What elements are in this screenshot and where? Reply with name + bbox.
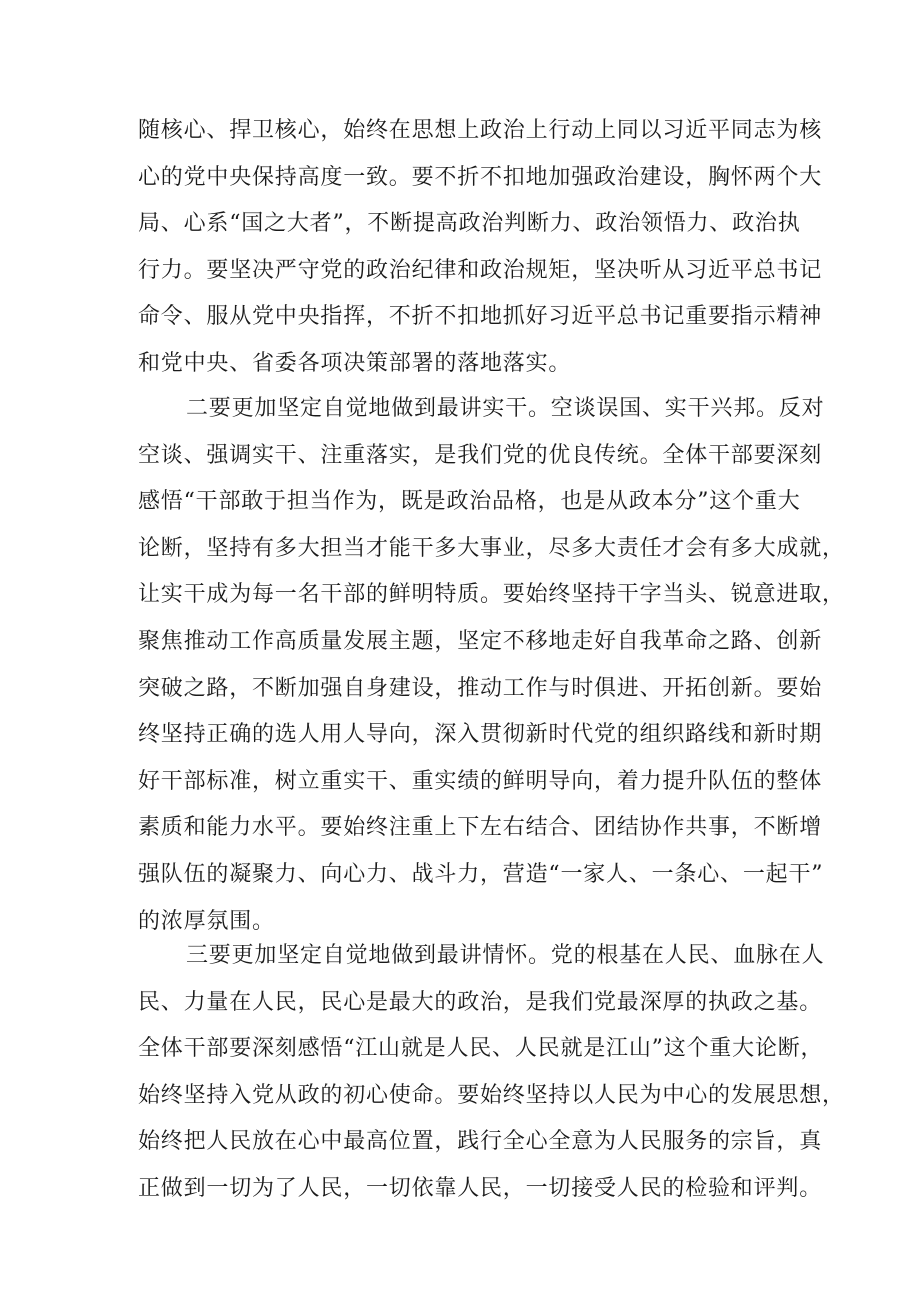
paragraph-line: 强队伍的凝聚力、向心力、战斗力，营造“一家人、一条心、一起干” xyxy=(138,861,824,887)
paragraph-line: 突破之路，不断加强自身建设，推动工作与时俱进、开拓创新。要始 xyxy=(138,675,823,701)
paragraph-line: 行力。要坚决严守党的政治纪律和政治规矩，坚决听从习近平总书记 xyxy=(138,257,823,283)
paragraph-line: 感悟“干部敢于担当作为，既是政治品格，也是从政本分”这个重大 xyxy=(138,489,801,515)
paragraph-line: 全体干部要深刻感悟“江山就是人民、人民就是江山”这个重大论断， xyxy=(138,1036,824,1062)
paragraph-line: 和党中央、省委各项决策部署的落地落实。 xyxy=(138,350,572,376)
paragraph-point-two xyxy=(138,386,845,945)
paragraph-line: 二要更加坚定自觉地做到最讲实干。空谈误国、实干兴邦。反对 xyxy=(186,396,825,421)
paragraph-point-three xyxy=(138,933,845,1213)
paragraph-line: 论断，坚持有多大担当才能干多大事业，尽多大责任才会有多大成就， xyxy=(138,535,845,561)
paragraph-continuation xyxy=(138,108,823,388)
paragraph-line: 好干部标准，树立重实干、重实绩的鲜明导向，着力提升队伍的整体 xyxy=(138,768,823,794)
paragraph-line: 随核心、捍卫核心，始终在思想上政治上行动上同以习近平同志为核 xyxy=(138,118,823,143)
paragraph-line: 命令、服从党中央指挥，不折不扣地抓好习近平总书记重要指示精神 xyxy=(138,304,823,330)
paragraph-line: 始终坚持入党从政的初心使命。要始终坚持以人民为中心的发展思想， xyxy=(138,1082,845,1108)
paragraph-line: 始终把人民放在心中最高位置，践行全心全意为人民服务的宗旨，真 xyxy=(138,1129,823,1155)
paragraph-line: 空谈、强调实干、注重落实，是我们党的优良传统。全体干部要深刻 xyxy=(138,442,823,468)
paragraph-line: 局、心系“国之大者”，不断提高政治判断力、政治领悟力、政治执 xyxy=(138,211,801,237)
paragraph-line: 素质和能力水平。要始终注重上下左右结合、团结协作共事，不断增 xyxy=(138,815,823,841)
paragraph-line: 心的党中央保持高度一致。要不折不扣地加强政治建设，胸怀两个大 xyxy=(138,164,823,190)
paragraph-line: 正做到一切为了人民，一切依靠人民，一切接受人民的检验和评判。 xyxy=(138,1175,823,1201)
paragraph-line: 聚焦推动工作高质量发展主题，坚定不移地走好自我革命之路、创新 xyxy=(138,628,823,654)
paragraph-line: 三要更加坚定自觉地做到最讲情怀。党的根基在人民、血脉在人 xyxy=(186,943,825,968)
paragraph-line: 的浓厚氛围。 xyxy=(138,908,275,934)
paragraph-line: 让实干成为每一名干部的鲜明特质。要始终坚持干字当头、锐意进取， xyxy=(138,582,845,608)
paragraph-line: 终坚持正确的选人用人导向，深入贯彻新时代党的组织路线和新时期 xyxy=(138,722,823,748)
paragraph-line: 民、力量在人民，民心是最大的政治，是我们党最深厚的执政之基。 xyxy=(138,989,823,1015)
